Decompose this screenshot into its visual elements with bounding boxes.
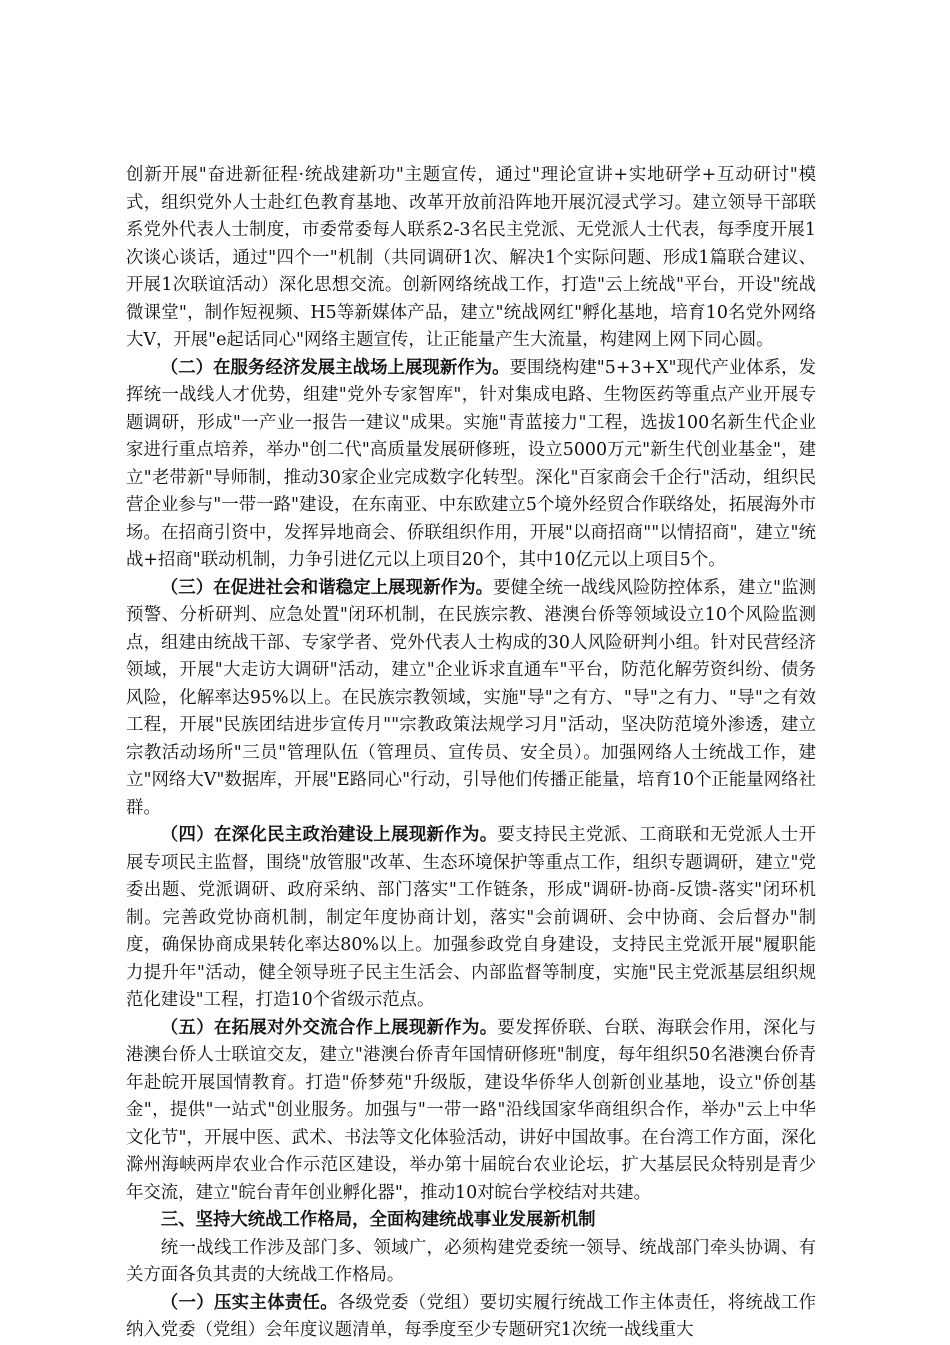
paragraph-4 — [126, 822, 816, 1015]
section-heading — [126, 1207, 816, 1235]
paragraph-5-text: 要发挥侨联、台联、海联会作用，深化与港澳台侨人士联谊交友，建立"港澳台侨青年国情研修班"制度，每年组织50名港澳台侨青年赴皖开展国情教育。打造"侨梦苑"升级版，建设华侨华人创新创业基地，设立"侨创基金"，提供"一站式"创业服务。加强与"一带一路"沿线国家华商组织合作，举办"云上中华文化节"，开展中医、武术、书法等文化体验活动，讲好中国故事。在台湾工作方面，深化滁州海峡两岸农业合作示范区建设，举办第十届皖台农业论坛，扩大基层民众特别是青少年交流，建立"皖台青年创业孵化器"，推动10对皖台学校结对共建。 — [126, 1017, 816, 1203]
paragraph-7-text: 统一战线工作涉及部门多、领域广，必须构建党委统一领导、统战部门牵头协调、有关方面各负其责的大统战工作格局。 — [126, 1237, 816, 1285]
paragraph-3-lead: （三）在促进社会和谐稳定上展现新作为。 — [160, 577, 494, 598]
section-heading-text: 三、坚持大统战工作格局，全面构建统战事业发展新机制 — [160, 1210, 596, 1230]
paragraph-8 — [126, 1290, 816, 1345]
paragraph-8-text: 各级党委（党组）要切实履行统战工作主体责任，将统战工作纳入党委（党组）会年度议题清单，每季度至少专题研究1次统一战线重大 — [126, 1292, 816, 1340]
document-page — [126, 162, 816, 1345]
paragraph-3-text: 要健全统一战线风险防控体系，建立"监测预警、分析研判、应急处置"闭环机制，在民族宗教、港澳台侨等领域设立10个风险监测点，组建由统战干部、专家学者、党外代表人士构成的30人风险研判小组。针对民营经济领域，开展"大走访大调研"活动，建立"企业诉求直通车"平台，防范化解劳资纠纷、债务风险，化解率达95%以上。在民族宗教领域，实施"导"之有方、"导"之有力、"导"之有效工程，开展"民族团结进步宣传月""宗教政策法规学习月"活动，坚决防范境外渗透，建立宗教活动场所"三员"管理队伍（管理员、宣传员、安全员）。加强网络人士统战工作，建立"网络大V"数据库，开展"E路同心"行动，引导他们传播正能量，培育10个正能量网络社群。 — [126, 577, 816, 818]
paragraph-1 — [126, 162, 816, 355]
paragraph-5-lead: （五）在拓展对外交流合作上展现新作为。 — [160, 1017, 498, 1038]
paragraph-3 — [126, 575, 816, 823]
paragraph-2 — [126, 355, 816, 575]
paragraph-4-text: 要支持民主党派、工商联和无党派人士开展专项民主监督，围绕"放管服"改革、生态环境保护等重点工作，组织专题调研，建立"党委出题、党派调研、政府采纳、部门落实"工作链条，形成"调研-协商-反馈-落实"闭环机制。完善政党协商机制，制定年度协商计划，落实"会前调研、会中协商、会后督办"制度，确保协商成果转化率达80%以上。加强参政党自身建设，支持民主党派开展"履职能力提升年"活动，健全领导班子民主生活会、内部监督等制度，实施"民主党派基层组织规范化建设"工程，打造10个省级示范点。 — [126, 825, 816, 1010]
paragraph-1-text: 创新开展"奋进新征程·统战建新功"主题宣传，通过"理论宣讲+实地研学+互动研讨"模式，组织党外人士赴红色教育基地、改革开放前沿阵地开展沉浸式学习。建立领导干部联系党外代表人士制度，市委常委每人联系2-3名民主党派、无党派人士代表，每季度开展1次谈心谈话，通过"四个一"机制（共同调研1次、解决1个实际问题、形成1篇联合建议、开展1次联谊活动）深化思想交流。创新网络统战工作，打造"云上统战"平台，开设"统战微课堂"，制作短视频、H5等新媒体产品，建立"统战网红"孵化基地，培育10名党外网络大V，开展"e起话同心"网络主题宣传，让正能量产生大流量，构建网上网下同心圆。 — [126, 165, 816, 350]
paragraph-2-lead: （二）在服务经济发展主战场上展现新作为。 — [160, 357, 510, 378]
paragraph-4-lead: （四）在深化民主政治建设上展现新作为。 — [160, 825, 498, 845]
paragraph-5 — [126, 1015, 816, 1208]
paragraph-2-text: 要围绕构建"5+3+X"现代产业体系，发挥统一战线人才优势，组建"党外专家智库"，针对集成电路、生物医药等重点产业开展专题调研，形成"一产业一报告一建议"成果。实施"青蓝接力"工程，选拔100名新生代企业家进行重点培养，举办"创二代"高质量发展研修班，设立5000万元"新生代创业基金"，建立"老带新"导师制，推动30家企业完成数字化转型。深化"百家商会千企行"活动，组织民营企业参与"一带一路"建设，在东南亚、中东欧建立5个境外经贸合作联络处，拓展海外市场。在招商引资中，发挥异地商会、侨联组织作用，开展"以商招商""以情招商"，建立"统战+招商"联动机制，力争引进亿元以上项目20个，其中10亿元以上项目5个。 — [126, 357, 816, 570]
paragraph-8-lead: （一）压实主体责任。 — [160, 1292, 338, 1313]
paragraph-7 — [126, 1235, 816, 1290]
